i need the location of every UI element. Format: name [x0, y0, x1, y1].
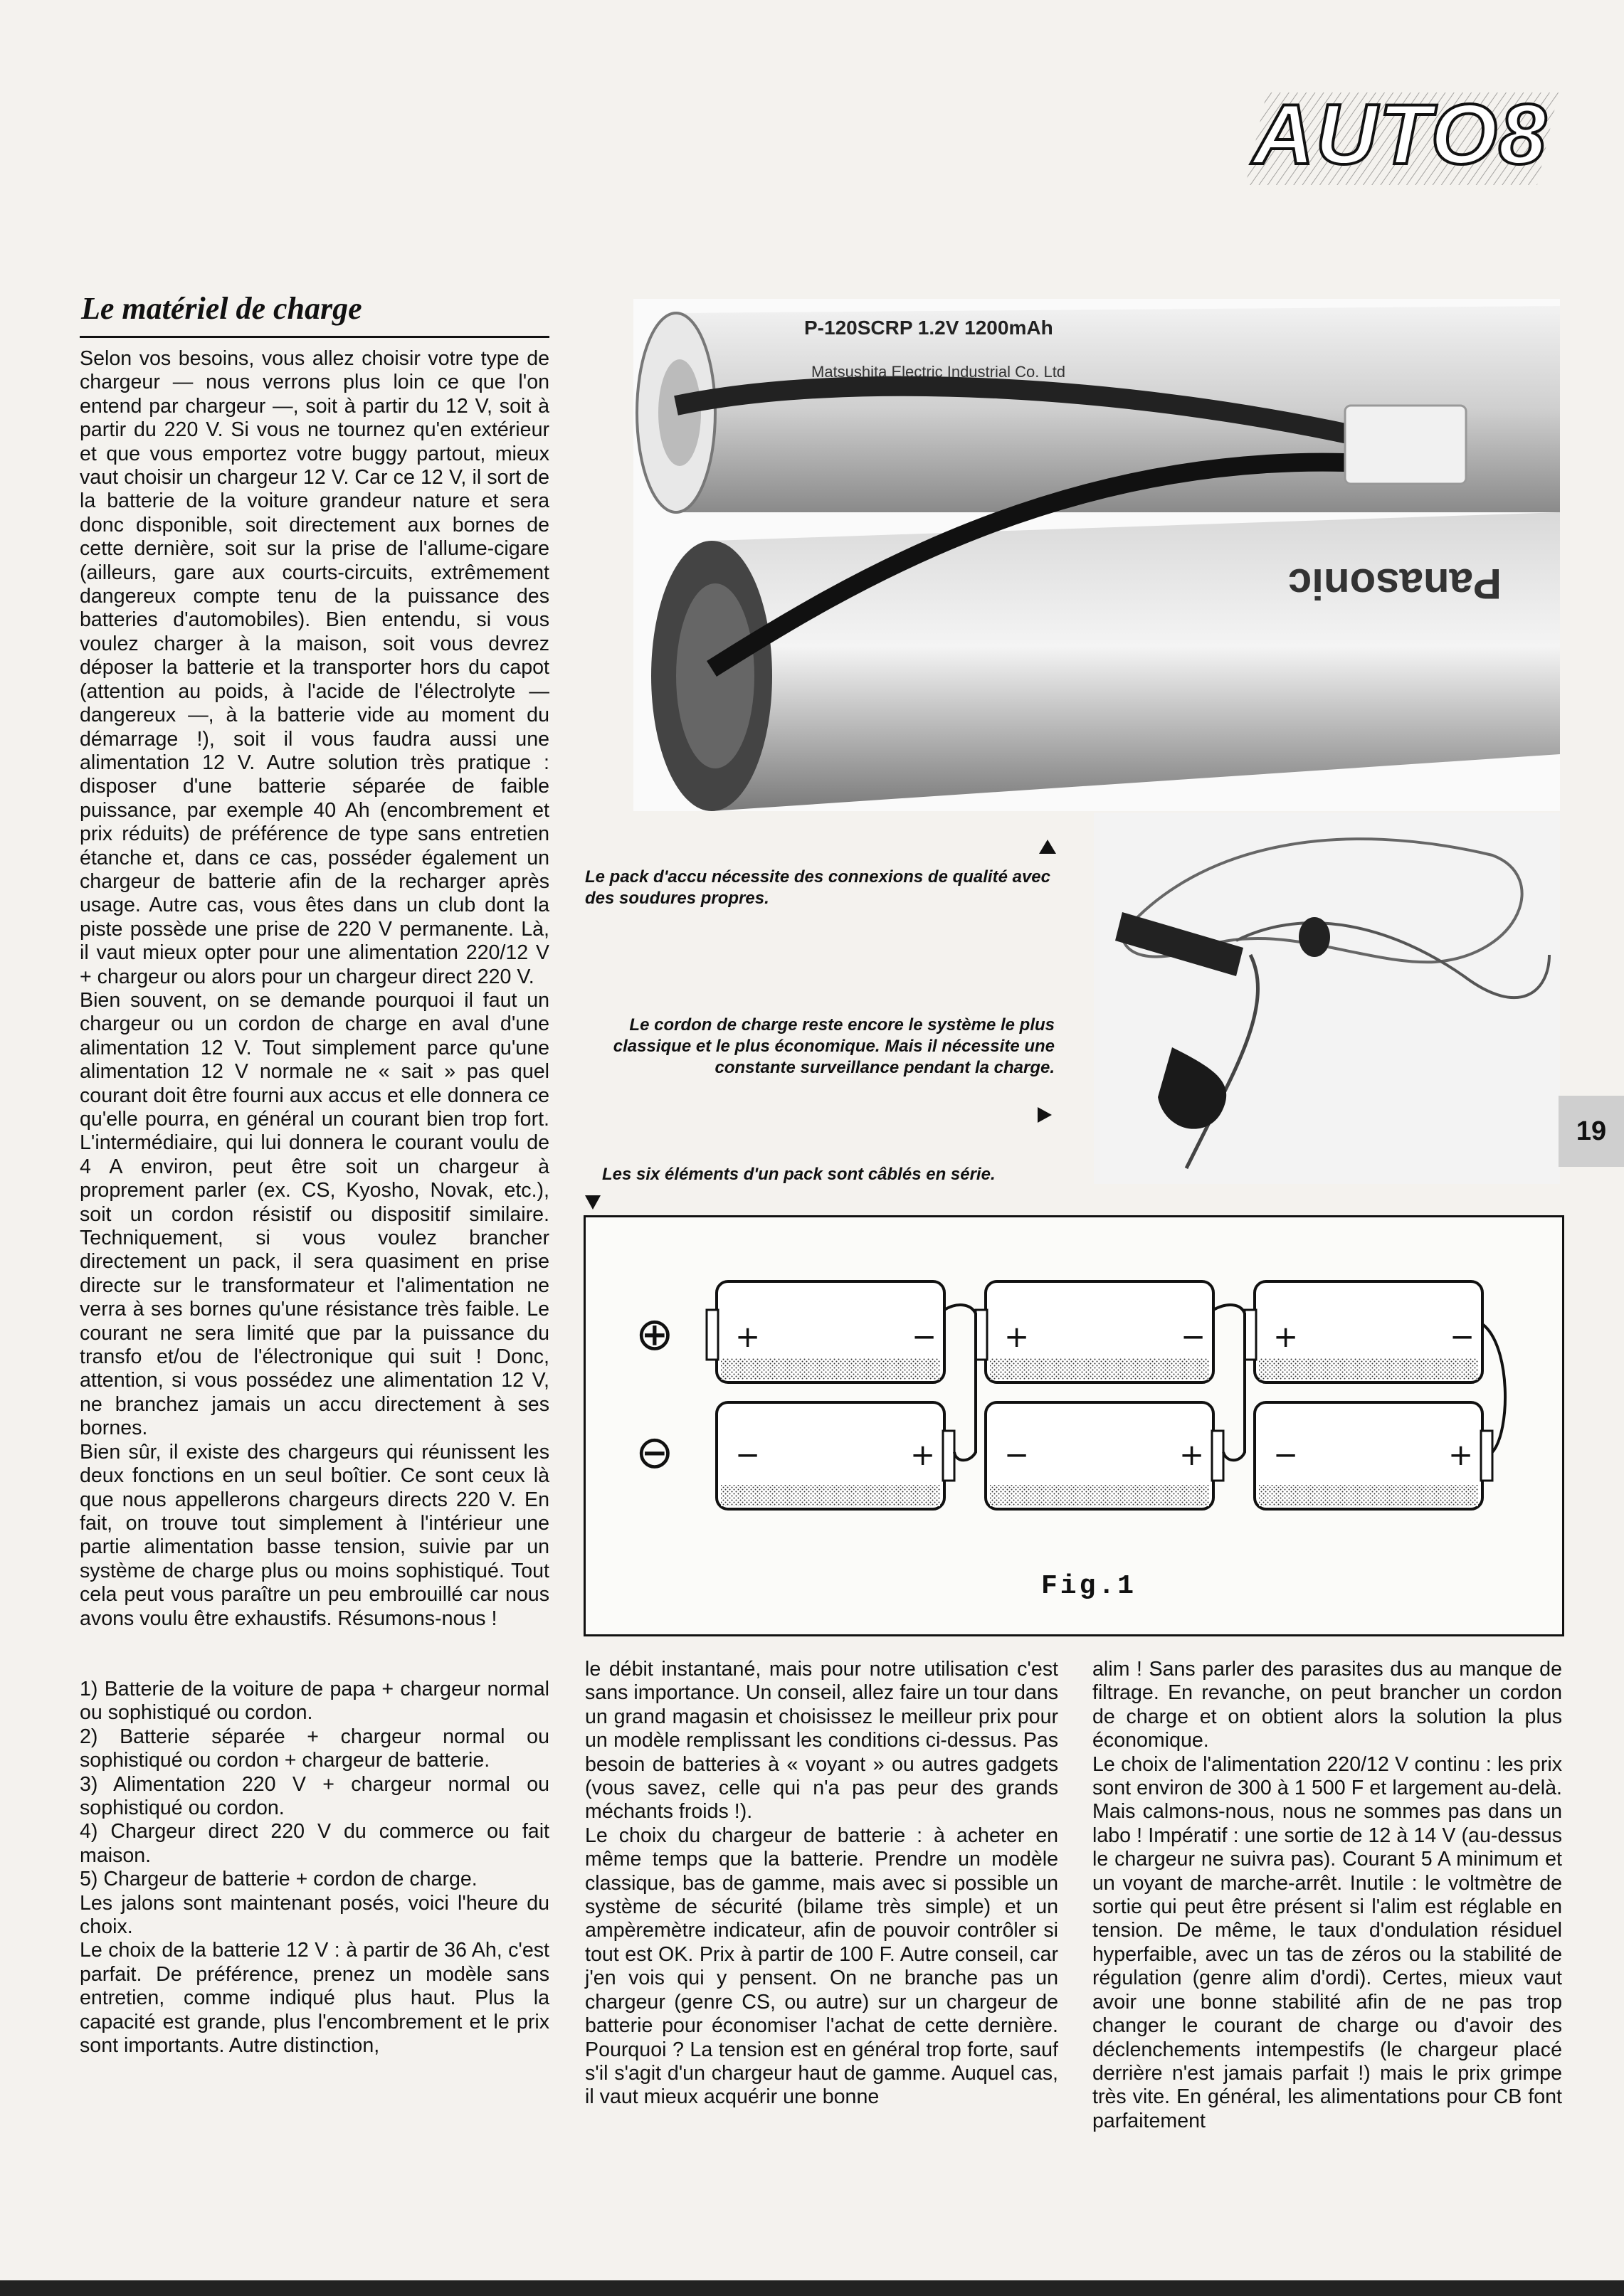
minus-sign: − — [1450, 1319, 1475, 1354]
plus-sign: + — [735, 1319, 761, 1354]
figure-1 — [584, 1215, 1564, 1636]
caption-arrow-right-icon — [1038, 1107, 1052, 1123]
article-title: Le matériel de charge — [81, 291, 362, 326]
plus-sign: + — [1004, 1319, 1030, 1354]
logo-text: AUTO8 — [1253, 87, 1548, 182]
article-column-3 — [1092, 1658, 1562, 2133]
caption-elements: Les six éléments d'un pack sont câblés en série. — [602, 1165, 996, 1184]
paragraph: le débit instantané, mais pour notre utilisation c'est sans importance. Un conseil, allez faire un tour dans un grand magasin et choisissez le meilleur prix pour un modèle remplissant les conditions ci-dessus. Pas besoin de batteries à « voyant » ou autres gadgets (vous savez, celle qui n'a pas peur des grands méchants froids !). — [585, 1658, 1058, 1824]
title-rule — [80, 336, 549, 338]
plus-sign: + — [1448, 1437, 1474, 1472]
minus-sign: − — [1273, 1437, 1299, 1472]
paragraph: Les jalons sont maintenant posés, voici l'heure du choix. — [80, 1891, 549, 1938]
battery-photo-illustration — [633, 299, 1560, 811]
minus-sign: − — [912, 1319, 937, 1354]
cord-illustration — [1094, 813, 1560, 1184]
cell-brand-label: Panasonic — [1287, 560, 1502, 608]
paragraph: Le choix de l'alimentation 220/12 V continu : les prix sont environ de 300 à 1 500 F et largement au-delà. Mais calmons-nous, nous ne sommes pas dans un labo ! Impératif : une sortie de 12 à 14 V (au-dessus le chargeur ne suivra pas). Courant 5 A minimum et un voyant de marche-arrêt. Inutile : le voltmètre de sortie qui peut être présent si l'alim est réglable en tension. De même, le taux d'ondulation résiduel hyperfaible, avec un tas de zéros ou la stabilité de régulation (genre alim d'ordi). Certes, mieux vaut avoir une bonne stabilité afin de ne pas trop changer le courant de charge ou d'avoir des déclenchements intempestifs (le chargeur placé derrière n'est jamais parfait !) mais le prix grimpe très vite. En général, les alimentations pour CB font parfaitement — [1092, 1752, 1562, 2132]
plus-sign: + — [1273, 1319, 1299, 1354]
cell-maker-label: Matsushita Electric Industrial Co. Ltd — [811, 363, 1066, 381]
article-column-1 — [80, 347, 549, 2058]
minus-sign: − — [1004, 1437, 1030, 1472]
paragraph: Bien souvent, on se demande pourquoi il faut un chargeur ou un cordon de charge en aval d'une alimentation 12 V. Tout simplement parce qu'une alimentation 12 V normale ne « sait » pas quel courant doit être fourni aux accus et elle donnera ce qu'elle pourra, en général un courant bien trop fort. L'intermédiaire, qui lui donnera le courant voulu de 4 A environ, peut être soit un chargeur à proprement parler (ex. CS, Kyosho, Novak, etc.), soit un cordon résistif ou dispositif similaire. Techniquement, si vous voulez brancher directement un pack, il sera quasiment en prise directe sur le transformateur et l'alimentation ne verra à ses bornes qu'une résistance très faible. Le courant ne sera limité que par la puissance du transfo et/ou de l'électronique qui suit ! Donc, attention, si vous possédez une alimentation 12 V, ne branchez jamais un accu directement à ses bornes. — [80, 988, 549, 1440]
paragraph: Le choix de la batterie 12 V : à partir de 36 Ah, c'est parfait. De préférence, prenez un modèle sans entretien, comme indiqué plus haut. Plus la capacité est grande, plus l'encombrement et le prix sont importants. Autre distinction, — [80, 1939, 549, 2058]
pack-negative-terminal: ⊖ — [636, 1427, 674, 1479]
magazine-logo — [1224, 85, 1566, 192]
page-number-tab — [1559, 1096, 1624, 1167]
charging-cord-photo — [1094, 813, 1560, 1184]
list-item: 4) Chargeur direct 220 V du commerce ou fait maison. — [80, 1820, 549, 1867]
paragraph: Bien sûr, il existe des chargeurs qui réunissent les deux fonctions en un seul boîtier. Ce sont ceux là que nous appellerons chargeurs directs 220 V. En fait, on trouve tout simplement à l'intérieur une partie alimentation basse tension, suivie par un système de charge plus ou moins sophistiqué. Tout cela peut vous paraître un peu embrouillé car nous avons voulu être exhaustifs. Résumons-nous ! — [80, 1440, 549, 1630]
caption-arrow-up-icon — [1039, 840, 1056, 854]
plus-sign: + — [910, 1437, 936, 1472]
caption-arrow-down-icon — [585, 1195, 601, 1210]
cell-model-label: P-120SCRP 1.2V 1200mAh — [804, 317, 1053, 339]
page-number: 19 — [1576, 1116, 1607, 1146]
caption-pack: Le pack d'accu nécessite des connexions de qualité avec des soudures propres. — [585, 867, 1050, 908]
minus-sign: − — [735, 1437, 761, 1472]
list-item: 1) Batterie de la voiture de papa + chargeur normal ou sophistiqué ou cordon. — [80, 1677, 549, 1725]
spacer — [80, 1631, 549, 1678]
page-edge — [0, 2280, 1624, 2296]
minus-sign: − — [1181, 1319, 1206, 1354]
list-item: 3) Alimentation 220 V + chargeur normal ou sophistiqué ou cordon. — [80, 1772, 549, 1819]
series-cells-diagram — [586, 1217, 1562, 1634]
battery-pack-photo — [633, 299, 1560, 811]
figure-label: Fig.1 — [1041, 1571, 1137, 1602]
list-item: 5) Chargeur de batterie + cordon de charge. — [80, 1868, 478, 1891]
article-column-2 — [585, 1658, 1058, 2110]
list-item: 2) Batterie séparée + chargeur normal ou sophistiqué ou cordon + chargeur de batterie. — [80, 1725, 549, 1772]
paragraph: Le choix du chargeur de batterie : à acheter en même temps que la batterie. Prendre un modèle classique, bas de gamme, mais avec si possible un système de sécurité (bilame très simple) et un ampèremètre indicateur, afin de pouvoir contrôler si tout est OK. Prix à partir de 100 F. Autre conseil, car j'en vois qui y pensent. On ne branche pas un chargeur (genre CS, ou autre) sur un chargeur de batterie pour économiser l'achat de cette dernière. Pourquoi ? La tension est en général trop forte, sauf s'il s'agit d'un chargeur haut de gamme. Auquel cas, il vaut mieux acquérir une bonne — [585, 1824, 1058, 2109]
plus-sign: + — [1179, 1437, 1205, 1472]
paragraph: Selon vos besoins, vous allez choisir votre type de chargeur — nous verrons plus loin ce que l'on entend par chargeur —, soit à partir du 12 V, soit à partir du 220 V. Si vous ne tournez qu'en extérieur et que vous emportez votre buggy partout, mieux vaut choisir un chargeur 12 V. Car ce 12 V, il sort de la batterie de la voiture grandeur nature et sera donc disponible, soit directement aux bornes de cette dernière, soit sur la prise de l'allume-cigare (ailleurs, gare aux courts-circuits, extrêmement dangereux compte tenu de la puissance des batteries d'automobiles). Bien entendu, si vous voulez charger à la maison, soit vous devrez déposer la batterie et la transporter hors du capot (attention au poids, à l'acide de l'électrolyte — dangereux —, à la batterie vide au moment du démarrage !), soit il vous faudra aussi une alimentation 12 V. Autre solution très pratique : disposer d'une batterie séparée de faible puissance, par exemple 40 Ah (encombrement et prix réduits) de préférence de type sans entretien étanche et, dans ce cas, posséder également un chargeur de batterie afin de la recharger après usage. Autre cas, vous êtes dans un club dont la piste possède une prise de 220 V permanente. Là, il vaut mieux opter pour une alimentation 220/12 V + chargeur ou alors pour un chargeur direct 220 V. — [80, 347, 549, 988]
pack-positive-terminal: ⊕ — [636, 1308, 674, 1361]
caption-cordon: Le cordon de charge reste encore le système le plus classique et le plus économique. Mais il nécessite une constante surveillance pendant la charge. — [613, 1015, 1055, 1077]
paragraph: alim ! Sans parler des parasites dus au manque de filtrage. En revanche, on peut brancher un cordon de charge et on obtient alors la solution la plus économique. — [1092, 1658, 1562, 1752]
